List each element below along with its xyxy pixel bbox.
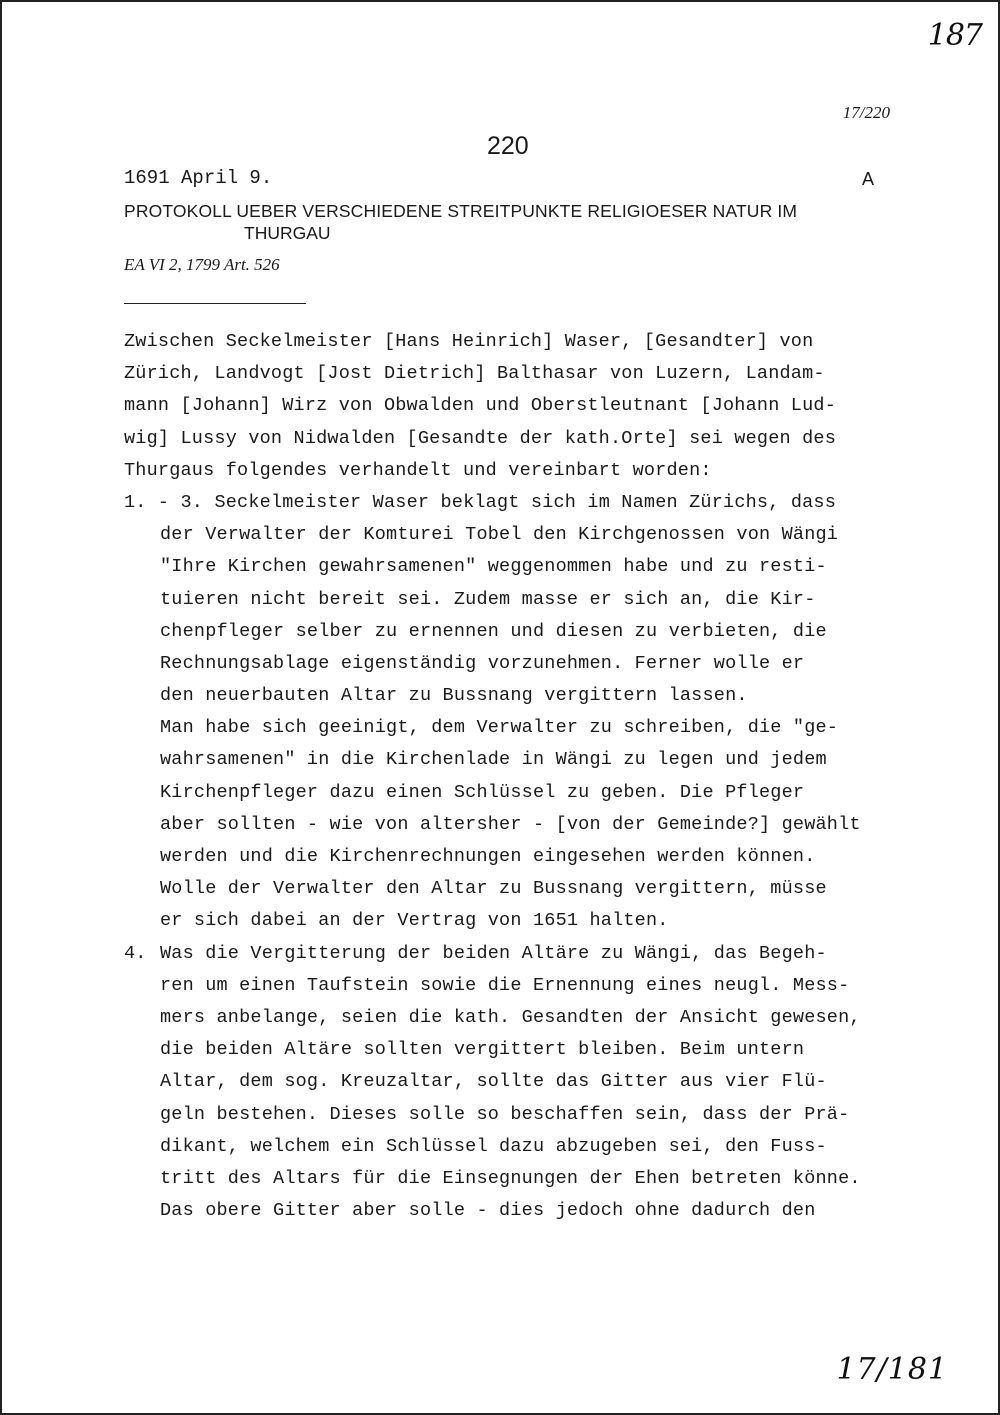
- document-title-line-1: PROTOKOLL UEBER VERSCHIEDENE STREITPUNKTE RELIGIOESER NATUR IM: [124, 201, 798, 221]
- section-line: den neuerbauten Altar zu Bussnang vergittern lassen.: [160, 685, 748, 707]
- section-letter: A: [862, 169, 875, 189]
- section-line: Wolle der Verwalter den Altar zu Bussnang vergittern, müsse: [160, 878, 827, 900]
- document-date: 1691 April 9.: [124, 167, 273, 189]
- section-line: Kirchenpfleger dazu einen Schlüssel zu geben. Die Pfleger: [160, 781, 805, 803]
- intro-line: mann [Johann] Wirz von Obwalden und Oberstleutnant [Johann Lud-: [124, 395, 837, 417]
- section-line: die beiden Altäre sollten vergittert bleiben. Beim untern: [160, 1039, 805, 1061]
- section-line: Altar, dem sog. Kreuzaltar, sollte das Gitter aus vier Flü-: [160, 1071, 827, 1093]
- section-line: aber sollten - wie von altersher - [von der Gemeinde?] gewählt: [160, 813, 861, 835]
- section-line: geln bestehen. Dieses solle so beschaffen sein, dass der Prä-: [160, 1103, 850, 1125]
- section-line: der Verwalter der Komturei Tobel den Kirchgenossen von Wängi: [160, 524, 839, 546]
- section-line: ren um einen Taufstein sowie die Ernennung eines neugl. Mess-: [160, 974, 850, 996]
- source-reference: EA VI 2, 1799 Art. 526: [124, 255, 280, 274]
- divider-rule: [124, 303, 306, 304]
- section-line: er sich dabei an der Vertrag von 1651 halten.: [160, 910, 669, 932]
- section-line: tritt des Altars für die Einsegnungen der Ehen betreten könne.: [160, 1167, 861, 1189]
- intro-line: Thurgaus folgendes verhandelt und vereinbart worden:: [124, 459, 712, 481]
- section-line: "Ihre Kirchen gewahrsamenen" weggenommen habe und zu resti-: [160, 556, 827, 578]
- intro-line: Zürich, Landvogt [Jost Dietrich] Balthasar von Luzern, Landam-: [124, 363, 825, 385]
- scan-border-left: [0, 0, 2, 1415]
- intro-line: wig] Lussy von Nidwalden [Gesandte der kath.Orte] sei wegen des: [124, 427, 837, 449]
- intro-line: Zwischen Seckelmeister [Hans Heinrich] Waser, [Gesandter] von: [124, 331, 814, 352]
- section-4-first-line: 4. Was die Vergitterung der beiden Altäre zu Wängi, das Begeh-: [124, 938, 924, 970]
- section-1-3-first-line: 1. - 3. Seckelmeister Waser beklagt sich im Namen Zürichs, dass: [124, 487, 924, 519]
- catalog-reference: 17/220: [842, 103, 890, 122]
- section-line: werden und die Kirchenrechnungen eingesehen werden können.: [160, 846, 816, 867]
- section-line: Rechnungsablage eigenständig vorzunehmen. Ferner wolle er: [160, 652, 805, 674]
- section-line: mers anbelange, seien die kath. Gesandten der Ansicht gewesen,: [160, 1006, 861, 1028]
- document-body: [124, 326, 924, 1227]
- section-1-3-number: 1. - 3.: [124, 491, 204, 513]
- document-number: 220: [487, 132, 529, 160]
- section-line: chenpfleger selber zu ernennen und diesen zu verbieten, die: [160, 620, 827, 642]
- handwritten-folio-number: 17/181: [836, 1352, 948, 1387]
- section-line: tuieren nicht bereit sei. Zudem masse er sich an, die Kir-: [160, 588, 816, 610]
- section-line: dikant, welchem ein Schlüssel dazu abzugeben sei, den Fuss-: [160, 1135, 827, 1157]
- scan-border-top: [0, 0, 1000, 2]
- section-4-number: 4.: [124, 942, 147, 964]
- document-title-line-2: THURGAU: [244, 223, 331, 243]
- section-line: wahrsamenen" in die Kirchenlade in Wängi zu legen und jedem: [160, 749, 827, 771]
- section-line: Das obere Gitter aber solle - dies jedoch ohne dadurch den: [160, 1200, 816, 1222]
- handwritten-page-number: 187: [927, 18, 982, 53]
- section-line: Man habe sich geeinigt, dem Verwalter zu schreiben, die "ge-: [160, 717, 839, 739]
